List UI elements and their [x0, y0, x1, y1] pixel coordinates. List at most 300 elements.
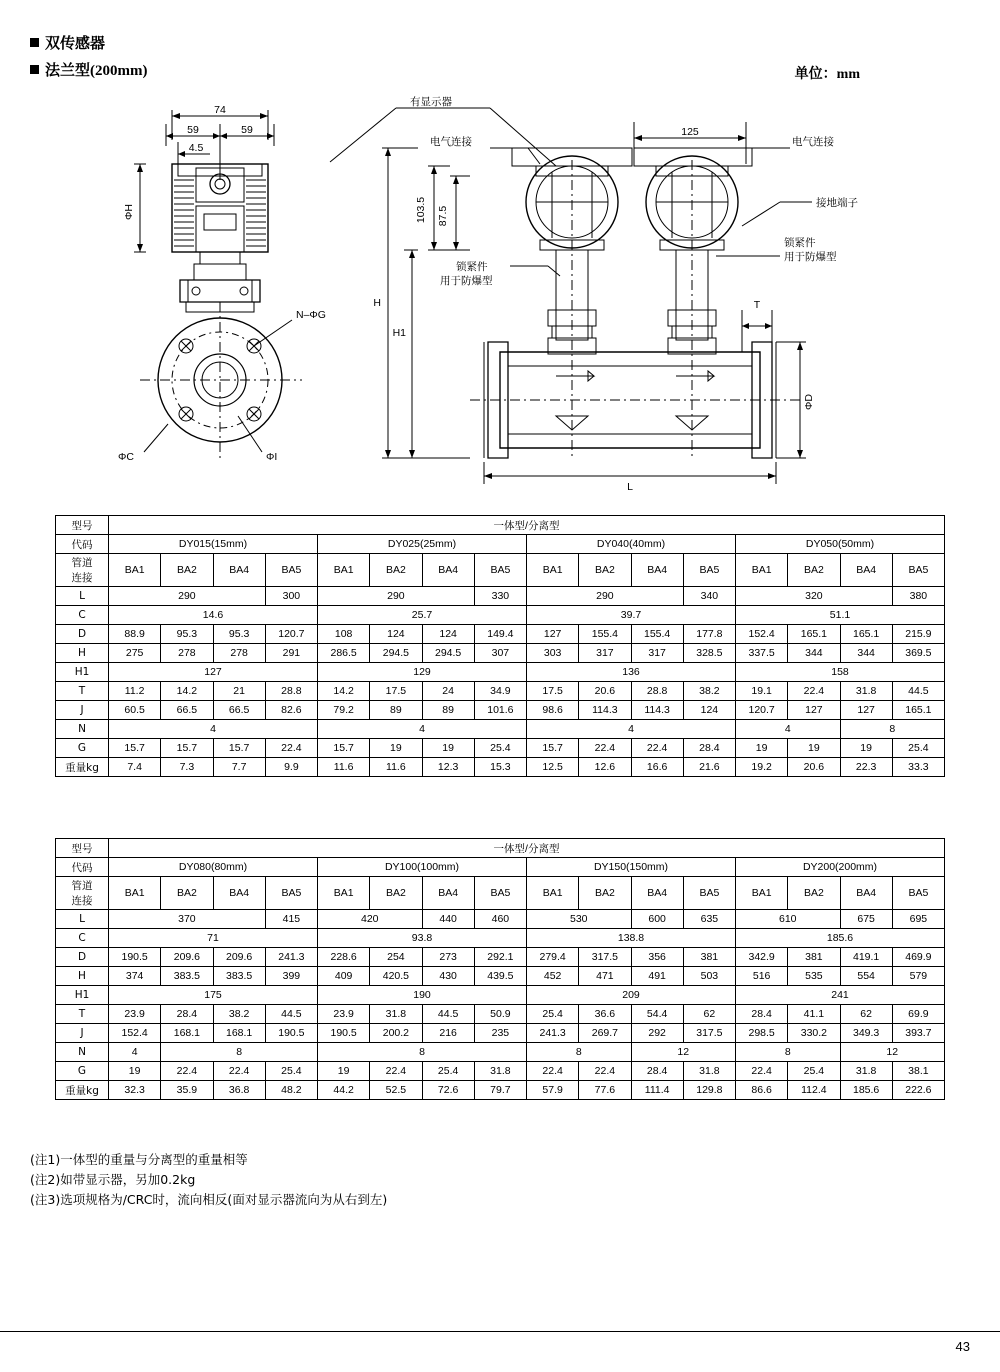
model-code-1: DY080(80mm)	[109, 858, 318, 877]
cell-L: 380	[892, 587, 944, 606]
connection-code: BA1	[318, 877, 370, 910]
cell-T: 69.9	[892, 1005, 944, 1024]
cell-重量kg: 86.6	[736, 1081, 788, 1100]
cell-G: 22.4	[736, 1062, 788, 1081]
cell-G: 22.4	[370, 1062, 422, 1081]
cell-J: 127	[788, 701, 840, 720]
cell-H: 374	[109, 967, 161, 986]
cell-重量kg: 12.5	[527, 758, 579, 777]
notes-block	[30, 1150, 387, 1210]
connection-code: BA1	[527, 554, 579, 587]
page-header	[30, 32, 147, 86]
cell-J: 168.1	[161, 1024, 213, 1043]
cell-H: 491	[631, 967, 683, 986]
cell-C: 51.1	[736, 606, 945, 625]
cell-T: 14.2	[318, 682, 370, 701]
row-header-D: D	[56, 625, 109, 644]
unit-label: 单位：mm	[794, 67, 860, 82]
cell-重量kg: 52.5	[370, 1081, 422, 1100]
cell-D: 381	[683, 948, 735, 967]
cell-重量kg: 12.3	[422, 758, 474, 777]
table-row	[56, 1081, 945, 1100]
cell-T: 31.8	[370, 1005, 422, 1024]
cell-H: 286.5	[318, 644, 370, 663]
cell-J: 168.1	[213, 1024, 265, 1043]
connection-code: BA4	[631, 877, 683, 910]
cell-J: 89	[422, 701, 474, 720]
cell-H: 409	[318, 967, 370, 986]
cell-D: 469.9	[892, 948, 944, 967]
cell-J: 120.7	[736, 701, 788, 720]
cell-重量kg: 222.6	[892, 1081, 944, 1100]
cell-H1: 175	[109, 986, 318, 1005]
table-row	[56, 1005, 945, 1024]
table-row	[56, 929, 945, 948]
cell-J: 269.7	[579, 1024, 631, 1043]
cell-J: 235	[474, 1024, 526, 1043]
cell-H: 344	[788, 644, 840, 663]
cell-重量kg: 7.4	[109, 758, 161, 777]
table-row	[56, 1043, 945, 1062]
cell-H: 439.5	[474, 967, 526, 986]
cell-H: 303	[527, 644, 579, 663]
model-code-1: DY015(15mm)	[109, 535, 318, 554]
cell-G: 25.4	[474, 739, 526, 758]
connection-code: BA1	[736, 554, 788, 587]
connection-code: BA5	[265, 554, 317, 587]
cell-G: 15.7	[161, 739, 213, 758]
cell-L: 675	[840, 910, 892, 929]
cell-D: 209.6	[161, 948, 213, 967]
cell-T: 50.9	[474, 1005, 526, 1024]
cell-T: 28.4	[736, 1005, 788, 1024]
cell-T: 38.2	[683, 682, 735, 701]
cell-L: 290	[109, 587, 266, 606]
cell-J: 292	[631, 1024, 683, 1043]
cell-D: 108	[318, 625, 370, 644]
model-type-value: 一体型/分离型	[109, 839, 945, 858]
table-row	[56, 587, 945, 606]
cell-C: 14.6	[109, 606, 318, 625]
cell-H: 328.5	[683, 644, 735, 663]
cell-G: 25.4	[788, 1062, 840, 1081]
cell-N: 4	[527, 720, 736, 739]
cell-G: 28.4	[631, 1062, 683, 1081]
cell-H: 471	[579, 967, 631, 986]
cell-重量kg: 22.3	[840, 758, 892, 777]
connection-code: BA5	[683, 877, 735, 910]
cell-G: 19	[109, 1062, 161, 1081]
connection-code: BA5	[892, 877, 944, 910]
cell-T: 62	[840, 1005, 892, 1024]
cell-D: 152.4	[736, 625, 788, 644]
cell-J: 98.6	[527, 701, 579, 720]
cell-重量kg: 72.6	[422, 1081, 474, 1100]
cell-D: 124	[370, 625, 422, 644]
cell-H: 344	[840, 644, 892, 663]
cell-N: 8	[527, 1043, 632, 1062]
cell-G: 15.7	[318, 739, 370, 758]
cell-L: 290	[527, 587, 684, 606]
cell-N: 8	[318, 1043, 527, 1062]
row-header-J: J	[56, 701, 109, 720]
table-row	[56, 554, 945, 587]
cell-G: 31.8	[840, 1062, 892, 1081]
cell-N: 12	[840, 1043, 945, 1062]
label-electrical-left: 电气连接	[430, 136, 472, 148]
cell-重量kg: 79.7	[474, 1081, 526, 1100]
header-line-2	[30, 59, 147, 80]
cell-重量kg: 7.3	[161, 758, 213, 777]
connection-code: BA2	[370, 877, 422, 910]
cell-G: 19	[840, 739, 892, 758]
dim-phi-D: ΦD	[803, 394, 815, 410]
cell-H: 383.5	[161, 967, 213, 986]
cell-J: 114.3	[579, 701, 631, 720]
model-code-2: DY100(100mm)	[318, 858, 527, 877]
cell-N: 4	[109, 720, 318, 739]
cell-D: 120.7	[265, 625, 317, 644]
table-row	[56, 720, 945, 739]
technical-drawing	[0, 80, 1000, 500]
cell-G: 22.4	[527, 1062, 579, 1081]
cell-G: 19	[422, 739, 474, 758]
cell-C: 185.6	[736, 929, 945, 948]
cell-T: 11.2	[109, 682, 161, 701]
cell-J: 66.5	[213, 701, 265, 720]
cell-L: 340	[683, 587, 735, 606]
cell-G: 25.4	[422, 1062, 474, 1081]
table-row	[56, 701, 945, 720]
cell-重量kg: 185.6	[840, 1081, 892, 1100]
cell-J: 82.6	[265, 701, 317, 720]
cell-G: 25.4	[265, 1062, 317, 1081]
cell-J: 152.4	[109, 1024, 161, 1043]
cell-J: 216	[422, 1024, 474, 1043]
table-row	[56, 839, 945, 858]
cell-L: 420	[318, 910, 423, 929]
cell-H1: 136	[527, 663, 736, 682]
model-code-4: DY200(200mm)	[736, 858, 945, 877]
label-lock-right-2: 用于防爆型	[784, 251, 837, 263]
connection-code: BA5	[265, 877, 317, 910]
cell-T: 28.8	[265, 682, 317, 701]
cell-H: 420.5	[370, 967, 422, 986]
dim-phi-H: ΦH	[123, 204, 135, 220]
cell-N: 4	[109, 1043, 161, 1062]
connection-code: BA1	[527, 877, 579, 910]
dim-L: L	[627, 481, 633, 493]
cell-H: 503	[683, 967, 735, 986]
table-row	[56, 1062, 945, 1081]
cell-L: 370	[109, 910, 266, 929]
model-code-3: DY040(40mm)	[527, 535, 736, 554]
connection-code: BA4	[631, 554, 683, 587]
cell-L: 320	[736, 587, 893, 606]
dim-59-right: 59	[241, 124, 253, 136]
cell-G: 31.8	[683, 1062, 735, 1081]
cell-L: 330	[474, 587, 526, 606]
cell-H: 579	[892, 967, 944, 986]
cell-H1: 241	[736, 986, 945, 1005]
row-header-H1: H1	[56, 663, 109, 682]
cell-G: 28.4	[683, 739, 735, 758]
cell-H: 317	[631, 644, 683, 663]
row-header-N: N	[56, 720, 109, 739]
cell-J: 79.2	[318, 701, 370, 720]
cell-T: 24	[422, 682, 474, 701]
cell-重量kg: 77.6	[579, 1081, 631, 1100]
cell-H: 399	[265, 967, 317, 986]
table-row	[56, 625, 945, 644]
cell-L: 415	[265, 910, 317, 929]
connection-code: BA5	[474, 877, 526, 910]
cell-J: 165.1	[892, 701, 944, 720]
cell-H1: 127	[109, 663, 318, 682]
cell-H1: 190	[318, 986, 527, 1005]
cell-D: 155.4	[631, 625, 683, 644]
cell-G: 31.8	[474, 1062, 526, 1081]
cell-J: 127	[840, 701, 892, 720]
cell-D: 127	[527, 625, 579, 644]
cell-G: 15.7	[527, 739, 579, 758]
label-lock-left-2: 用于防爆型	[440, 275, 493, 287]
cell-J: 124	[683, 701, 735, 720]
cell-N: 8	[736, 1043, 841, 1062]
row-header-H1: H1	[56, 986, 109, 1005]
cell-G: 25.4	[892, 739, 944, 758]
dim-103-5: 103.5	[415, 196, 427, 224]
cell-T: 28.8	[631, 682, 683, 701]
cell-J: 393.7	[892, 1024, 944, 1043]
cell-L: 695	[892, 910, 944, 929]
cell-J: 190.5	[318, 1024, 370, 1043]
row-header-重量kg: 重量kg	[56, 1081, 109, 1100]
table-row	[56, 967, 945, 986]
cell-N: 4	[318, 720, 527, 739]
cell-G: 19	[788, 739, 840, 758]
table-row	[56, 682, 945, 701]
connection-code: BA5	[683, 554, 735, 587]
label-display: 有显示器	[410, 96, 452, 108]
row-header-L: L	[56, 910, 109, 929]
cell-D: 279.4	[527, 948, 579, 967]
cell-G: 22.4	[161, 1062, 213, 1081]
cell-H1: 129	[318, 663, 527, 682]
model-type-value: 一体型/分离型	[109, 516, 945, 535]
cell-重量kg: 11.6	[318, 758, 370, 777]
cell-J: 317.5	[683, 1024, 735, 1043]
cell-H: 430	[422, 967, 474, 986]
table-row	[56, 877, 945, 910]
cell-重量kg: 15.3	[474, 758, 526, 777]
cell-H1: 158	[736, 663, 945, 682]
row-header-T: T	[56, 682, 109, 701]
cell-J: 298.5	[736, 1024, 788, 1043]
connection-code: BA1	[318, 554, 370, 587]
cell-L: 600	[631, 910, 683, 929]
cell-N: 4	[736, 720, 841, 739]
dim-phi-C: ΦC	[118, 451, 134, 463]
cell-T: 22.4	[788, 682, 840, 701]
cell-T: 23.9	[318, 1005, 370, 1024]
cell-G: 38.1	[892, 1062, 944, 1081]
table-row	[56, 948, 945, 967]
cell-J: 330.2	[788, 1024, 840, 1043]
cell-J: 349.3	[840, 1024, 892, 1043]
connection-code: BA4	[213, 877, 265, 910]
note-1: (注1)一体型的重量与分离型的重量相等	[30, 1152, 248, 1167]
cell-T: 19.1	[736, 682, 788, 701]
cell-L: 530	[527, 910, 632, 929]
cell-D: 419.1	[840, 948, 892, 967]
cell-D: 165.1	[840, 625, 892, 644]
cell-T: 41.1	[788, 1005, 840, 1024]
cell-J: 200.2	[370, 1024, 422, 1043]
connection-code: BA2	[161, 877, 213, 910]
connection-code: BA2	[579, 877, 631, 910]
cell-T: 38.2	[213, 1005, 265, 1024]
cell-G: 22.4	[265, 739, 317, 758]
label-ground-terminal: 接地端子	[816, 197, 858, 209]
row-header-code: 代码	[56, 535, 109, 554]
cell-C: 25.7	[318, 606, 527, 625]
cell-H1: 209	[527, 986, 736, 1005]
cell-G: 22.4	[579, 739, 631, 758]
cell-T: 23.9	[109, 1005, 161, 1024]
cell-D: 241.3	[265, 948, 317, 967]
cell-D: 124	[422, 625, 474, 644]
cell-D: 209.6	[213, 948, 265, 967]
connection-code: BA4	[422, 554, 474, 587]
dim-87-5: 87.5	[437, 205, 449, 227]
cell-重量kg: 21.6	[683, 758, 735, 777]
cell-J: 66.5	[161, 701, 213, 720]
bullet-square-icon	[30, 38, 39, 47]
cell-L: 290	[318, 587, 475, 606]
spec-table-2	[55, 838, 945, 1100]
cell-H: 294.5	[370, 644, 422, 663]
row-header-C: C	[56, 929, 109, 948]
connection-code: BA5	[474, 554, 526, 587]
table-row	[56, 644, 945, 663]
cell-G: 22.4	[213, 1062, 265, 1081]
connection-code: BA1	[109, 554, 161, 587]
cell-D: 95.3	[161, 625, 213, 644]
cell-重量kg: 48.2	[265, 1081, 317, 1100]
cell-J: 114.3	[631, 701, 683, 720]
model-code-2: DY025(25mm)	[318, 535, 527, 554]
label-electrical-right: 电气连接	[792, 136, 834, 148]
cell-T: 14.2	[161, 682, 213, 701]
connection-code: BA2	[579, 554, 631, 587]
cell-T: 36.6	[579, 1005, 631, 1024]
cell-重量kg: 57.9	[527, 1081, 579, 1100]
cell-D: 342.9	[736, 948, 788, 967]
connection-code: BA2	[788, 554, 840, 587]
connection-code: BA2	[788, 877, 840, 910]
table-row	[56, 986, 945, 1005]
row-header-T: T	[56, 1005, 109, 1024]
row-header-J: J	[56, 1024, 109, 1043]
cell-L: 635	[683, 910, 735, 929]
row-header-model: 型号	[56, 516, 109, 535]
cell-T: 44.5	[265, 1005, 317, 1024]
model-code-3: DY150(150mm)	[527, 858, 736, 877]
row-header-G: G	[56, 1062, 109, 1081]
cell-G: 22.4	[631, 739, 683, 758]
cell-重量kg: 16.6	[631, 758, 683, 777]
table-row	[56, 739, 945, 758]
cell-J: 89	[370, 701, 422, 720]
table-row	[56, 535, 945, 554]
cell-重量kg: 112.4	[788, 1081, 840, 1100]
bullet-square-icon	[30, 65, 39, 74]
cell-H: 278	[161, 644, 213, 663]
cell-G: 19	[736, 739, 788, 758]
cell-C: 39.7	[527, 606, 736, 625]
cell-J: 190.5	[265, 1024, 317, 1043]
model-code-4: DY050(50mm)	[736, 535, 945, 554]
dim-H1: H1	[392, 327, 406, 339]
cell-H: 307	[474, 644, 526, 663]
cell-T: 17.5	[370, 682, 422, 701]
header-title-2: 法兰型(200mm)	[45, 63, 148, 79]
row-header-G: G	[56, 739, 109, 758]
row-header-C: C	[56, 606, 109, 625]
dim-H: H	[373, 297, 381, 309]
dim-59-left: 59	[187, 124, 199, 136]
cell-T: 17.5	[527, 682, 579, 701]
cell-T: 62	[683, 1005, 735, 1024]
cell-L: 440	[422, 910, 474, 929]
cell-重量kg: 12.6	[579, 758, 631, 777]
row-header-D: D	[56, 948, 109, 967]
cell-重量kg: 111.4	[631, 1081, 683, 1100]
connection-code: BA4	[213, 554, 265, 587]
cell-H: 317	[579, 644, 631, 663]
spec-table-1	[55, 515, 945, 777]
dim-125: 125	[681, 126, 699, 138]
cell-重量kg: 33.3	[892, 758, 944, 777]
cell-T: 34.9	[474, 682, 526, 701]
cell-N: 8	[161, 1043, 318, 1062]
cell-G: 15.7	[213, 739, 265, 758]
cell-D: 190.5	[109, 948, 161, 967]
cell-T: 28.4	[161, 1005, 213, 1024]
cell-D: 273	[422, 948, 474, 967]
cell-N: 8	[840, 720, 945, 739]
table-row	[56, 910, 945, 929]
row-header-H: H	[56, 644, 109, 663]
cell-重量kg: 32.3	[109, 1081, 161, 1100]
cell-G: 19	[370, 739, 422, 758]
connection-code: BA2	[161, 554, 213, 587]
table-row	[56, 606, 945, 625]
label-lock-right: 锁紧件	[784, 237, 816, 249]
connection-code: BA4	[840, 877, 892, 910]
cell-H: 369.5	[892, 644, 944, 663]
cell-T: 44.5	[422, 1005, 474, 1024]
cell-D: 165.1	[788, 625, 840, 644]
note-3: (注3)选项规格为/CRC时，流向相反(面对显示器流向为从右到左)	[30, 1192, 388, 1207]
cell-重量kg: 44.2	[318, 1081, 370, 1100]
table-row	[56, 1024, 945, 1043]
table-row	[56, 858, 945, 877]
cell-T: 25.4	[527, 1005, 579, 1024]
cell-H: 535	[788, 967, 840, 986]
row-header-H: H	[56, 967, 109, 986]
